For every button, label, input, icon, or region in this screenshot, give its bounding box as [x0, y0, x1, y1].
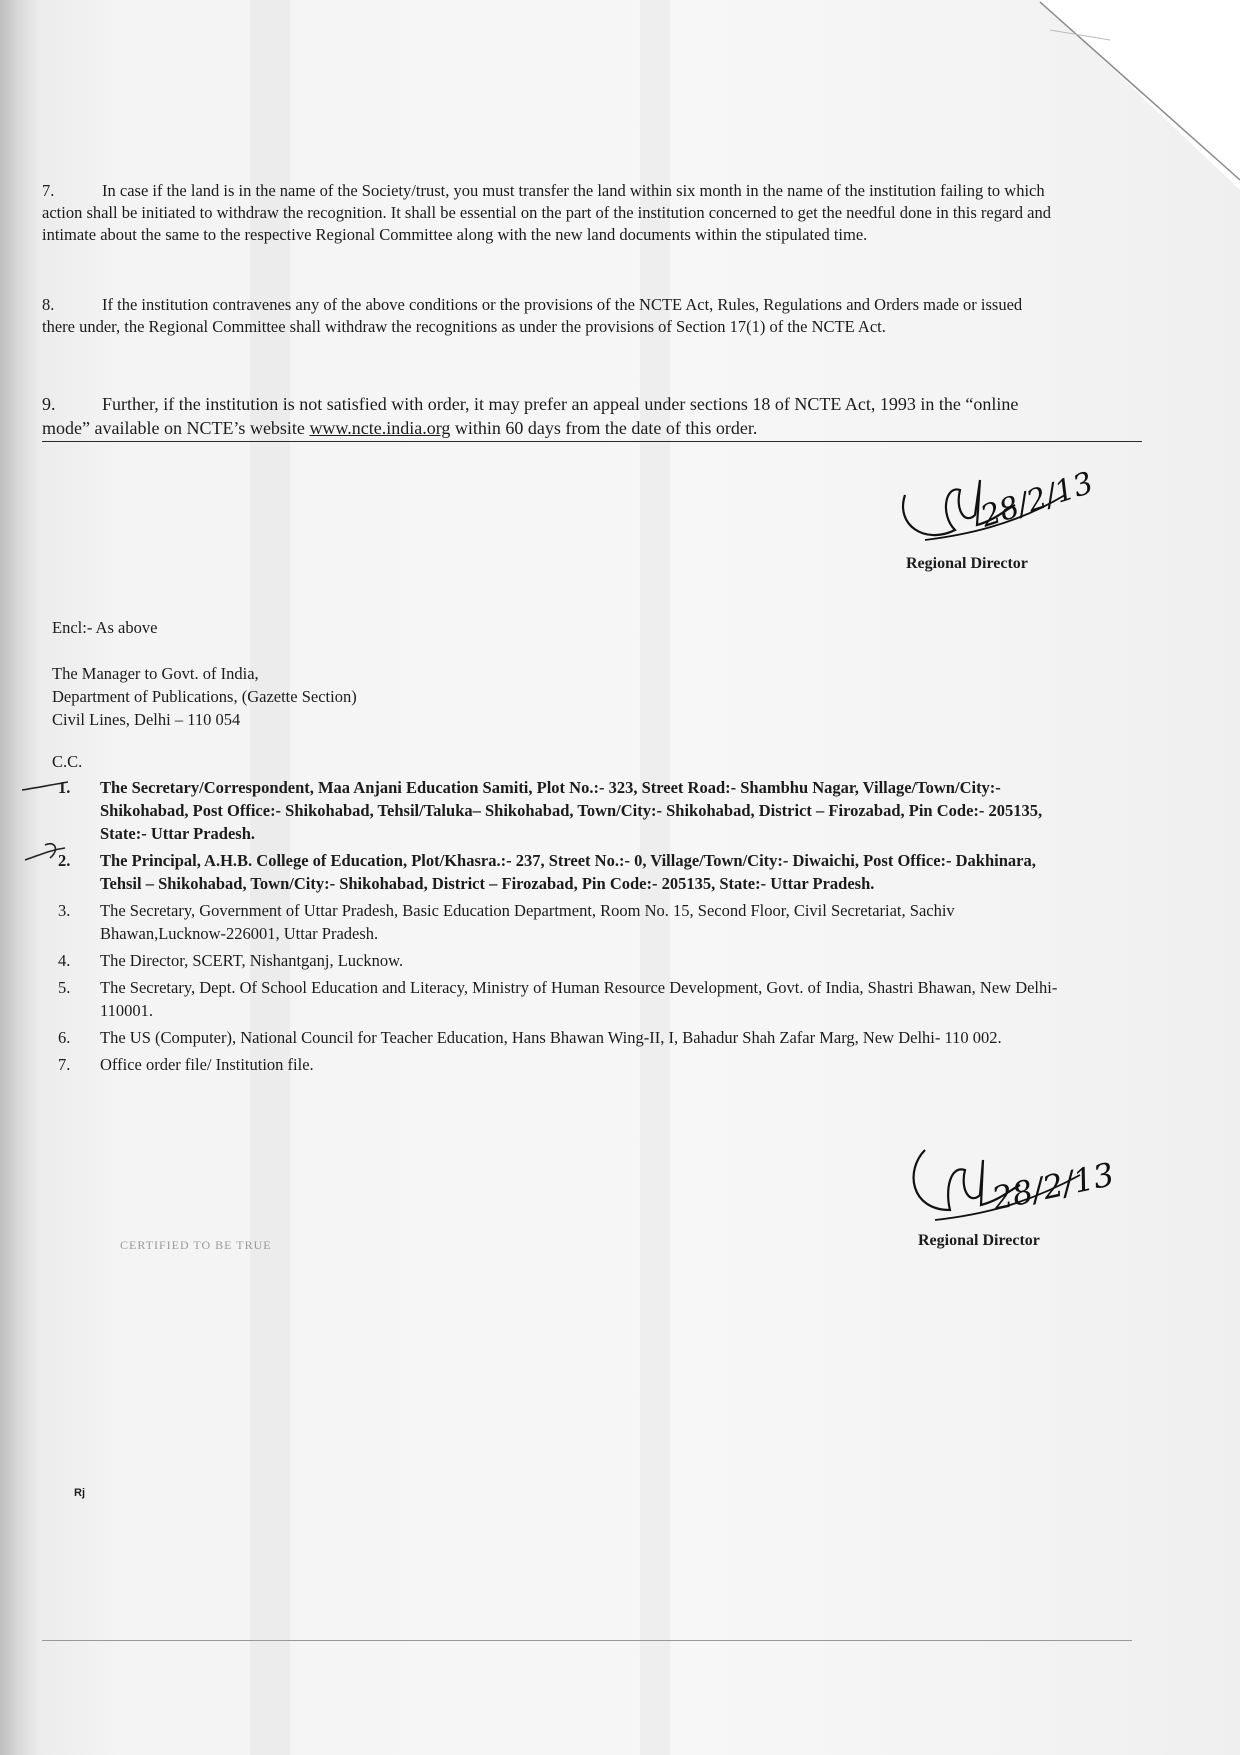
cc-item	[58, 899, 1078, 945]
cc-item-text: The Secretary, Dept. Of School Education and Literacy, Ministry of Human Resource Development, Govt. of India, Shastri Bhawan, New Delhi- 110001.	[100, 978, 1058, 1020]
folded-corner	[1040, 0, 1240, 190]
cc-item-number: 1.	[58, 778, 71, 797]
cc-item-number: 5.	[58, 978, 71, 997]
signature-2-title: Regional Director	[918, 1232, 1040, 1249]
cc-item-text: Office order file/ Institution file.	[100, 1055, 314, 1074]
cc-heading: C.C.	[52, 752, 83, 771]
cc-item-number: 7.	[58, 1055, 71, 1074]
cc-item-number: 3.	[58, 901, 71, 920]
cc-item-text: The Director, SCERT, Nishantganj, Lucknow.	[100, 951, 404, 970]
cc-item	[58, 976, 1078, 1022]
cc-item	[58, 776, 1078, 845]
cc-item	[58, 1026, 1078, 1049]
signature-date: 28/2/13	[976, 465, 1098, 535]
strikethrough-line	[42, 441, 1142, 442]
cc-item-text: The Secretary, Government of Uttar Pradesh, Basic Education Department, Room No. 15, Second Floor, Civil Secretariat, Sachiv Bhawan,Lucknow-226001, Uttar Pradesh.	[100, 901, 955, 943]
paragraph-number: 8.	[42, 295, 55, 314]
ncte-website-link[interactable]: www.ncte.india.org	[309, 418, 451, 438]
cc-item	[58, 1053, 1078, 1076]
addressee-line: The Manager to Govt. of India,	[52, 664, 259, 683]
cc-item-text: The Secretary/Correspondent, Maa Anjani Education Samiti, Plot No.:- 323, Street Road:- Shambhu Nagar, Village/Town/City:- Shikohabad, Post Office:- Shikohabad, Tehsil/Taluka– Shikohabad, Town/City:- Shikohabad, District – Firozabad, Pin Code:- 205135, State:- Uttar Pradesh.	[100, 778, 1043, 843]
cc-item	[58, 949, 1078, 972]
cc-item	[58, 849, 1078, 895]
footer-divider	[42, 1640, 1132, 1641]
paragraph-text-end: within 60 days from the date of this order.	[454, 418, 758, 438]
paragraph-text: If the institution contravenes any of the above conditions or the provisions of the NCTE Act, Rules, Regulations and Orders made or issued there under, the Regional Committee shall withdraw the recognitions as under the provisions of Section 17(1) of the NCTE Act.	[42, 295, 1023, 336]
paragraph-text: Further, if the institution is not satisfied with order, it may prefer an appeal under sections 18 of NCTE Act, 1993 in the “online mode” available on NCTE’s website	[42, 394, 1019, 438]
addressee-line: Department of Publications, (Gazette Section)	[52, 687, 357, 706]
addressee-line: Civil Lines, Delhi – 110 054	[52, 710, 241, 729]
paragraph-number: 7.	[42, 181, 55, 200]
paragraph-text: In case if the land is in the name of the Society/trust, you must transfer the land within six month in the name of the institution failing to which action shall be initiated to withdraw the recognition. It shall be essential on the part of the institution concerned to get the needful done in this regard and intimate about the same to the respective Regional Committee along with the new land documents within the stipulated time.	[42, 181, 1051, 244]
signature-2-image	[895, 1130, 1118, 1245]
enclosure-note: Encl:- As above	[52, 618, 158, 637]
paragraph-9	[42, 392, 1052, 440]
cc-list	[58, 776, 1078, 1080]
paragraph-number: 9.	[42, 394, 56, 414]
addressee-block	[52, 662, 357, 731]
cc-item-text: The Principal, A.H.B. College of Education, Plot/Khasra.:- 237, Street No.:- 0, Village/Town/City:- Diwaichi, Post Office:- Dakhinara, Tehsil – Shikohabad, Town/City:- Shikohabad, District – Firozabad, Pin Code:- 205135, State:- Uttar Pradesh.	[100, 851, 1036, 893]
signature-date: 28/2/13	[988, 1155, 1118, 1218]
faded-stamp-text: CERTIFIED TO BE TRUE	[120, 1238, 272, 1252]
signature-1-title: Regional Director	[906, 555, 1028, 572]
cc-item-number: 2.	[58, 851, 71, 870]
cc-item-text: The US (Computer), National Council for Teacher Education, Hans Bhawan Wing-II, I, Bahadur Shah Zafar Marg, New Delhi- 110 002.	[100, 1028, 1002, 1047]
paragraph-7	[42, 180, 1052, 246]
cc-item-number: 4.	[58, 951, 71, 970]
signature-1-image	[885, 455, 1098, 565]
paragraph-8	[42, 294, 1052, 338]
cc-item-number: 6.	[58, 1028, 71, 1047]
footer-initials: Rj	[74, 1487, 85, 1499]
